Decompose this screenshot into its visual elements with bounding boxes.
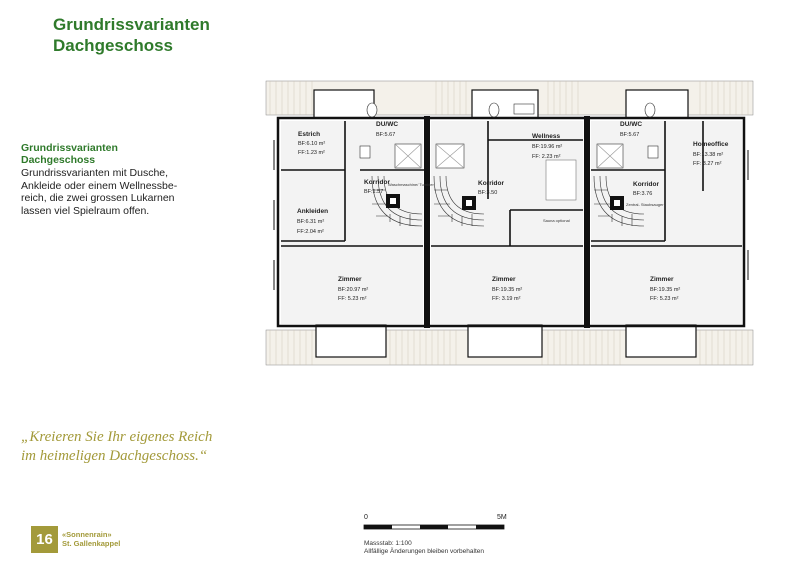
room-label: Ankleiden: [297, 208, 329, 215]
room-area: BF:19.35 m²: [492, 287, 523, 293]
room-label: Korridor: [633, 181, 659, 188]
room-label: Zimmer: [492, 276, 516, 283]
sidebar-text-line: Ankleide oder einem Wellnessbe-: [21, 179, 178, 192]
room-label: Zimmer: [650, 276, 674, 283]
room-area: FF: 3.27 m²: [693, 161, 722, 167]
quote-line-2: im heimeligen Dachgeschoss.“: [21, 448, 208, 464]
quote-line-1: „Kreieren Sie Ihr eigenes Reich: [21, 429, 213, 445]
room-label: Zimmer: [338, 276, 362, 283]
room-note: Sauna optional: [543, 218, 570, 223]
room-label: Wellness: [532, 133, 561, 140]
title-line-1: Grundrissvarianten: [53, 15, 210, 34]
room-area: BF:3.76: [633, 191, 653, 197]
project-line-2: St. Gallenkappel: [62, 539, 121, 548]
room-label: Homeoffice: [693, 141, 729, 148]
sidebar-heading-line-1: Grundrissvarianten: [21, 142, 118, 154]
sidebar-text-line: lassen viel Spielraum offen.: [21, 204, 150, 217]
project-line-1: «Sonnenrain»: [62, 530, 112, 539]
scale-bar: [364, 525, 504, 529]
room-area: BF:6.10 m²: [298, 141, 326, 147]
room-area: BF:1.57: [364, 189, 384, 195]
sidebar-text-line: Grundrissvarianten mit Dusche,: [21, 167, 169, 179]
room-area: FF: 5.23 m²: [650, 296, 679, 302]
room-area: FF:1.23 m²: [298, 150, 325, 156]
room-area: BF:5.67: [620, 132, 640, 138]
room-label: Estrich: [298, 131, 321, 138]
room-area: BF:13.38 m²: [693, 152, 724, 158]
sidebar-heading-line-2: Dachgeschoss: [21, 154, 96, 166]
title-line-2: Dachgeschoss: [53, 36, 173, 55]
room-area: BF:19.96 m²: [532, 144, 563, 150]
room-area: FF: 2.23 m²: [532, 154, 561, 160]
sidebar-text-line: reich, die zwei grossen Lukarnen: [21, 192, 175, 204]
room-area: FF: 5.23 m²: [338, 296, 367, 302]
room-label: DU/WC: [376, 121, 399, 128]
room-area: BF:19.35 m²: [650, 287, 681, 293]
floor-fill: [281, 121, 742, 324]
room-area: BF:3.50: [478, 190, 498, 196]
room-label: Korridor: [364, 179, 390, 186]
room-area: FF: 3.19 m²: [492, 296, 521, 302]
scale-text: Massstab: 1:100: [364, 540, 412, 547]
room-area: BF:6.31 m²: [297, 219, 325, 225]
scale-start-label: 0: [364, 514, 368, 521]
room-area: BF:20.97 m²: [338, 287, 369, 293]
room-area: FF:2.04 m²: [297, 229, 324, 235]
page-number: 16: [31, 526, 58, 553]
room-label: DU/WC: [620, 121, 643, 128]
room-label: Korridor: [478, 180, 504, 187]
room-area: BF:5.67: [376, 132, 396, 138]
scale-end-label: 5M: [497, 514, 507, 521]
room-note: Waschmaschine/ Tumbler: [388, 182, 434, 187]
disclaimer: Allfällige Änderungen bleiben vorbehalten: [364, 548, 484, 555]
room-note: Zentral- Staubsauger: [626, 202, 664, 207]
